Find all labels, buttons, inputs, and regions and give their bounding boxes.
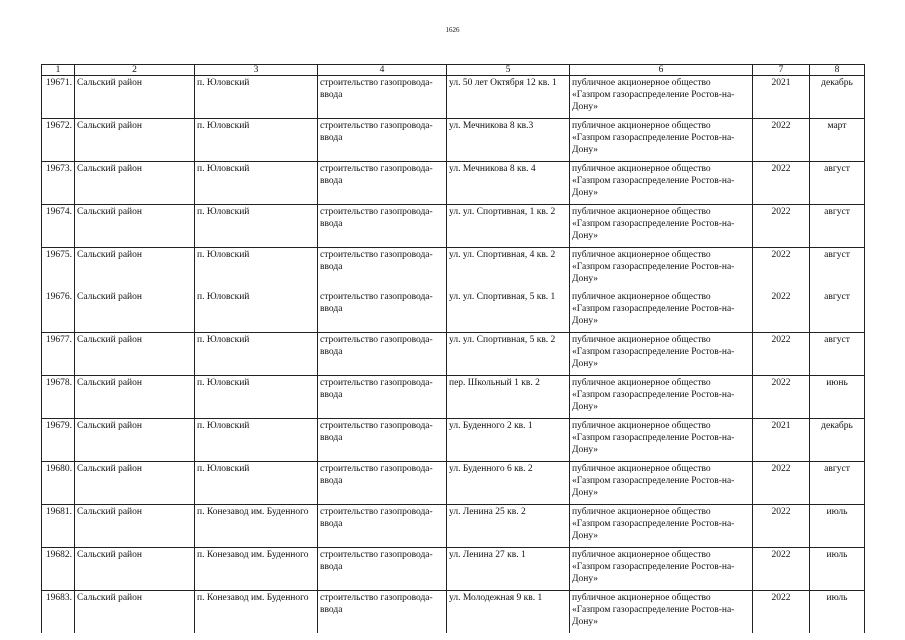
work-cell: строительство газопровода-ввода [318,205,447,248]
organization-cell: публичное акционерное общество «Газпром газораспределение Ростов-на-Дону» [570,290,753,333]
column-header: 1 [42,65,75,76]
row-number: 19680. [42,462,75,505]
district-cell: Сальский район [75,462,195,505]
table-row [42,248,865,291]
district-cell: Сальский район [75,333,195,376]
year-cell: 2022 [753,162,810,205]
organization-cell: публичное акционерное общество «Газпром газораспределение Ростов-на-Дону» [570,376,753,419]
work-cell: строительство газопровода-ввода [318,505,447,548]
address-cell: ул. Ленина 25 кв. 2 [447,505,570,548]
locality-cell: п. Юловский [195,162,318,205]
locality-cell: п. Конезавод им. Буденного [195,591,318,634]
year-cell: 2022 [753,119,810,162]
year-cell: 2022 [753,462,810,505]
work-cell: строительство газопровода-ввода [318,290,447,333]
year-cell: 2022 [753,548,810,591]
district-cell: Сальский район [75,548,195,591]
locality-cell: п. Юловский [195,205,318,248]
address-cell: ул. Мечникова 8 кв.3 [447,119,570,162]
column-header: 5 [447,65,570,76]
month-cell: август [810,162,865,205]
district-cell: Сальский район [75,505,195,548]
organization-cell: публичное акционерное общество «Газпром газораспределение Ростов-на-Дону» [570,591,753,634]
work-cell: строительство газопровода-ввода [318,333,447,376]
district-cell: Сальский район [75,205,195,248]
work-cell: строительство газопровода-ввода [318,548,447,591]
table-row [42,376,865,419]
month-cell: август [810,290,865,333]
locality-cell: п. Юловский [195,290,318,333]
month-cell: июнь [810,376,865,419]
column-header: 3 [195,65,318,76]
locality-cell: п. Юловский [195,462,318,505]
address-cell: ул. Буденного 6 кв. 2 [447,462,570,505]
district-cell: Сальский район [75,419,195,462]
column-header: 4 [318,65,447,76]
district-cell: Сальский район [75,76,195,119]
row-number: 19682. [42,548,75,591]
work-cell: строительство газопровода-ввода [318,419,447,462]
row-number: 19681. [42,505,75,548]
work-cell: строительство газопровода-ввода [318,248,447,291]
column-header: 7 [753,65,810,76]
row-number: 19677. [42,333,75,376]
year-cell: 2022 [753,205,810,248]
address-cell: ул. ул. Спортивная, 5 кв. 2 [447,333,570,376]
organization-cell: публичное акционерное общество «Газпром газораспределение Ростов-на-Дону» [570,248,753,291]
month-cell: август [810,248,865,291]
row-number: 19675. [42,248,75,291]
address-cell: ул. ул. Спортивная, 4 кв. 2 [447,248,570,291]
column-header: 2 [75,65,195,76]
table-row [42,76,865,119]
address-cell: пер. Школьный 1 кв. 2 [447,376,570,419]
month-cell: июль [810,591,865,634]
table-row [42,290,865,333]
table-row [42,333,865,376]
table-row [42,591,865,634]
organization-cell: публичное акционерное общество «Газпром газораспределение Ростов-на-Дону» [570,162,753,205]
address-cell: ул. Ленина 27 кв. 1 [447,548,570,591]
organization-cell: публичное акционерное общество «Газпром газораспределение Ростов-на-Дону» [570,419,753,462]
row-number: 19673. [42,162,75,205]
organization-cell: публичное акционерное общество «Газпром газораспределение Ростов-на-Дону» [570,548,753,591]
organization-cell: публичное акционерное общество «Газпром газораспределение Ростов-на-Дону» [570,462,753,505]
table-row [42,119,865,162]
year-cell: 2022 [753,290,810,333]
district-cell: Сальский район [75,290,195,333]
table-row [42,419,865,462]
address-cell: ул. Молодежная 9 кв. 1 [447,591,570,634]
work-cell: строительство газопровода-ввода [318,76,447,119]
district-cell: Сальский район [75,248,195,291]
work-cell: строительство газопровода-ввода [318,462,447,505]
organization-cell: публичное акционерное общество «Газпром газораспределение Ростов-на-Дону» [570,333,753,376]
month-cell: июль [810,505,865,548]
month-cell: июль [810,548,865,591]
row-number: 19683. [42,591,75,634]
table-row [42,505,865,548]
table-row [42,162,865,205]
month-cell: август [810,462,865,505]
year-cell: 2021 [753,76,810,119]
organization-cell: публичное акционерное общество «Газпром газораспределение Ростов-на-Дону» [570,119,753,162]
page-number: 1626 [445,26,460,34]
row-number: 19671. [42,76,75,119]
year-cell: 2022 [753,248,810,291]
year-cell: 2021 [753,419,810,462]
locality-cell: п. Конезавод им. Буденного [195,548,318,591]
work-cell: строительство газопровода-ввода [318,162,447,205]
row-number: 19676. [42,290,75,333]
year-cell: 2022 [753,376,810,419]
year-cell: 2022 [753,505,810,548]
locality-cell: п. Юловский [195,333,318,376]
year-cell: 2022 [753,333,810,376]
column-header: 8 [810,65,865,76]
address-cell: ул. 50 лет Октября 12 кв. 1 [447,76,570,119]
address-cell: ул. Буденного 2 кв. 1 [447,419,570,462]
month-cell: декабрь [810,76,865,119]
row-number: 19678. [42,376,75,419]
table-row [42,205,865,248]
column-header: 6 [570,65,753,76]
month-cell: август [810,333,865,376]
work-cell: строительство газопровода-ввода [318,119,447,162]
locality-cell: п. Юловский [195,76,318,119]
row-number: 19672. [42,119,75,162]
organization-cell: публичное акционерное общество «Газпром газораспределение Ростов-на-Дону» [570,76,753,119]
organization-cell: публичное акционерное общество «Газпром газораспределение Ростов-на-Дону» [570,205,753,248]
district-cell: Сальский район [75,591,195,634]
work-cell: строительство газопровода-ввода [318,591,447,634]
month-cell: март [810,119,865,162]
district-cell: Сальский район [75,162,195,205]
locality-cell: п. Юловский [195,376,318,419]
header-row [42,65,865,76]
locality-cell: п. Юловский [195,419,318,462]
row-number: 19679. [42,419,75,462]
table-row [42,548,865,591]
registry-table [41,64,865,633]
month-cell: декабрь [810,419,865,462]
district-cell: Сальский район [75,119,195,162]
month-cell: август [810,205,865,248]
address-cell: ул. Мечникова 8 кв. 4 [447,162,570,205]
row-number: 19674. [42,205,75,248]
work-cell: строительство газопровода-ввода [318,376,447,419]
locality-cell: п. Юловский [195,119,318,162]
address-cell: ул. ул. Спортивная, 1 кв. 2 [447,205,570,248]
address-cell: ул. ул. Спортивная, 5 кв. 1 [447,290,570,333]
organization-cell: публичное акционерное общество «Газпром газораспределение Ростов-на-Дону» [570,505,753,548]
year-cell: 2022 [753,591,810,634]
table-row [42,462,865,505]
district-cell: Сальский район [75,376,195,419]
locality-cell: п. Конезавод им. Буденного [195,505,318,548]
locality-cell: п. Юловский [195,248,318,291]
